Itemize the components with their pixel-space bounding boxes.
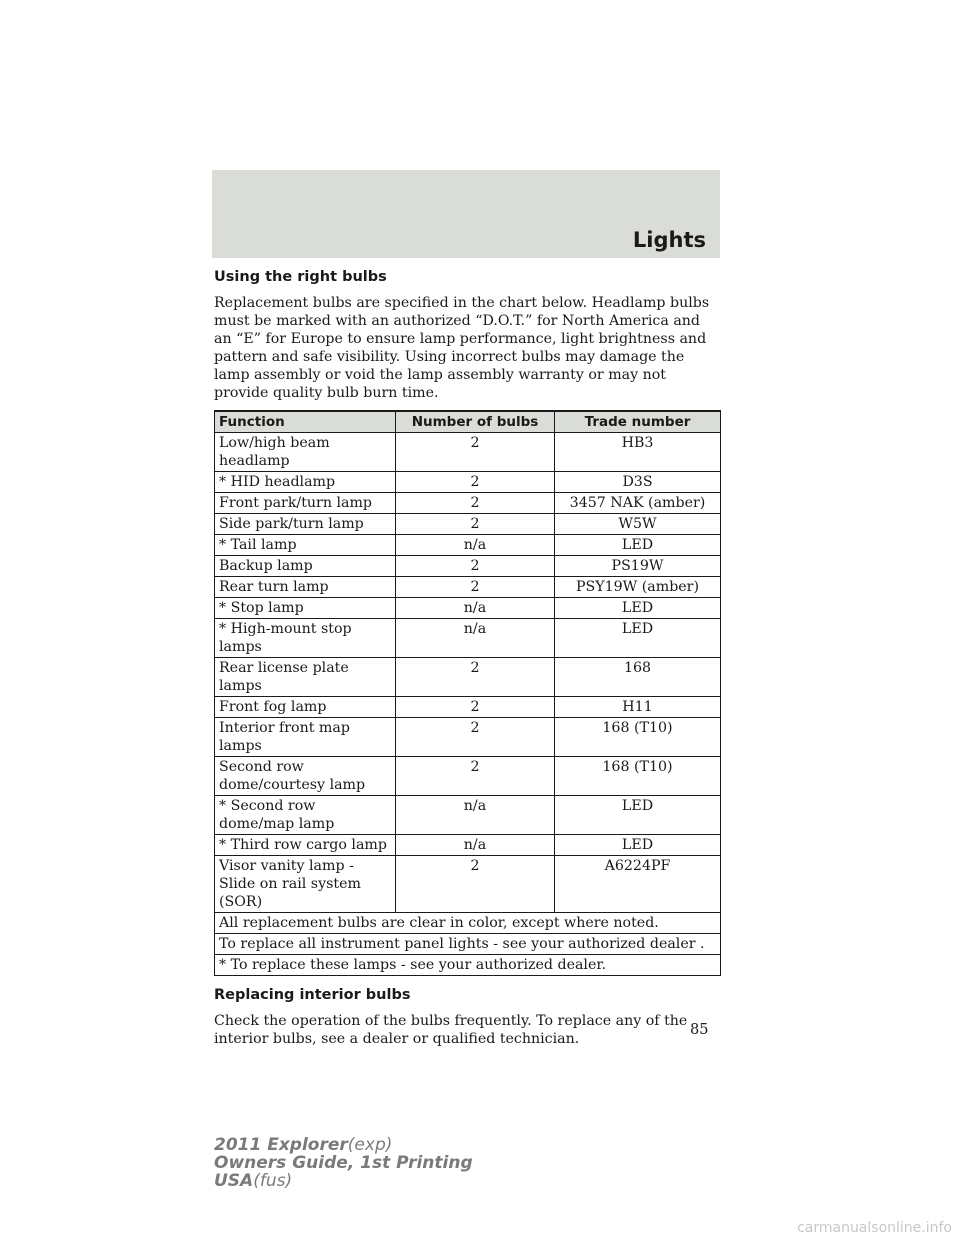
intro-paragraph: Replacement bulbs are specified in the chart below. Headlamp bulbs must be marked with an authorized “D.O.T.” for North America and an “E” for Europe to ensure lamp performance, light brightness and pattern and safe visibility. Using incorrect bulbs may damage the lamp assembly or void the lamp assembly warranty or may not provide quality bulb burn time. xyxy=(214,295,710,401)
table-row xyxy=(215,535,721,556)
table-row xyxy=(215,598,721,619)
trade-number-cell: LED xyxy=(555,619,721,658)
function-cell: Backup lamp xyxy=(215,556,396,577)
bulb-count-cell: 2 xyxy=(396,697,555,718)
table-row xyxy=(215,556,721,577)
table-row xyxy=(215,619,721,658)
table-row xyxy=(215,493,721,514)
bulb-count-cell: 2 xyxy=(396,493,555,514)
trade-number-cell: PSY19W (amber) xyxy=(555,577,721,598)
function-cell: Interior front map lamps xyxy=(215,718,396,757)
trade-number-cell: LED xyxy=(555,598,721,619)
trade-number-cell: 3457 NAK (amber) xyxy=(555,493,721,514)
interior-bulbs-paragraph: Check the operation of the bulbs frequently. To replace any of the interior bulbs, see a dealer or qualified technician. xyxy=(214,1013,688,1047)
bulb-count-cell: n/a xyxy=(396,796,555,835)
trade-number-cell: PS19W xyxy=(555,556,721,577)
function-cell: * Stop lamp xyxy=(215,598,396,619)
table-row xyxy=(215,697,721,718)
table-note-row xyxy=(215,913,721,934)
table-row xyxy=(215,718,721,757)
bulb-table xyxy=(214,410,721,976)
function-cell: * Third row cargo lamp xyxy=(215,835,396,856)
function-cell: * High-mount stop lamps xyxy=(215,619,396,658)
function-cell: Second row dome/courtesy lamp xyxy=(215,757,396,796)
bulb-count-cell: 2 xyxy=(396,658,555,697)
trade-number-cell: W5W xyxy=(555,514,721,535)
column-header: Trade number xyxy=(555,411,721,433)
function-cell: Front park/turn lamp xyxy=(215,493,396,514)
footer-model-code: (exp) xyxy=(347,1135,393,1155)
function-cell: Visor vanity lamp - Slide on rail system (SOR) xyxy=(215,856,396,913)
bulb-count-cell: 2 xyxy=(396,718,555,757)
trade-number-cell: D3S xyxy=(555,472,721,493)
footer-market-code: (fus) xyxy=(253,1171,293,1191)
bulb-count-cell: 2 xyxy=(396,577,555,598)
table-row xyxy=(215,658,721,697)
trade-number-cell: LED xyxy=(555,835,721,856)
function-cell: Low/high beam headlamp xyxy=(215,433,396,472)
column-header: Number of bulbs xyxy=(396,411,555,433)
function-cell: * Tail lamp xyxy=(215,535,396,556)
trade-number-cell: LED xyxy=(555,796,721,835)
heading-replacing-interior-bulbs: Replacing interior bulbs xyxy=(214,987,411,1003)
page-number: 85 xyxy=(690,1022,709,1038)
bulb-count-cell: 2 xyxy=(396,856,555,913)
function-cell: Front fog lamp xyxy=(215,697,396,718)
section-title: Lights xyxy=(632,228,706,252)
table-row xyxy=(215,856,721,913)
table-note-row xyxy=(215,934,721,955)
function-cell: Rear license plate lamps xyxy=(215,658,396,697)
trade-number-cell: H11 xyxy=(555,697,721,718)
table-row xyxy=(215,796,721,835)
bulb-count-cell: 2 xyxy=(396,472,555,493)
bulb-count-cell: 2 xyxy=(396,433,555,472)
footer-edition: Owners Guide, 1st Printing xyxy=(214,1153,473,1173)
function-cell: Rear turn lamp xyxy=(215,577,396,598)
table-row xyxy=(215,835,721,856)
function-cell: * HID headlamp xyxy=(215,472,396,493)
table-note: To replace all instrument panel lights - see your authorized dealer . xyxy=(215,934,721,955)
site-watermark: carmanualsonline.info xyxy=(797,1220,952,1236)
table-note: All replacement bulbs are clear in color, except where noted. xyxy=(215,913,721,934)
bulb-count-cell: 2 xyxy=(396,514,555,535)
section-header-band xyxy=(212,170,720,258)
table-note-row xyxy=(215,955,721,976)
trade-number-cell: HB3 xyxy=(555,433,721,472)
heading-using-right-bulbs: Using the right bulbs xyxy=(214,269,387,285)
table-header-row xyxy=(215,411,721,433)
column-header: Function xyxy=(215,411,396,433)
table-row xyxy=(215,433,721,472)
bulb-count-cell: 2 xyxy=(396,556,555,577)
bulb-count-cell: n/a xyxy=(396,535,555,556)
footer-model: 2011 Explorer xyxy=(214,1135,348,1155)
function-cell: * Second row dome/map lamp xyxy=(215,796,396,835)
function-cell: Side park/turn lamp xyxy=(215,514,396,535)
table-row xyxy=(215,514,721,535)
trade-number-cell: A6224PF xyxy=(555,856,721,913)
page-content xyxy=(214,268,720,1048)
table-note: * To replace these lamps - see your authorized dealer. xyxy=(215,955,721,976)
trade-number-cell: LED xyxy=(555,535,721,556)
table-row xyxy=(215,577,721,598)
bulb-count-cell: 2 xyxy=(396,757,555,796)
bulb-count-cell: n/a xyxy=(396,598,555,619)
table-row xyxy=(215,472,721,493)
trade-number-cell: 168 xyxy=(555,658,721,697)
bulb-count-cell: n/a xyxy=(396,619,555,658)
trade-number-cell: 168 (T10) xyxy=(555,757,721,796)
table-row xyxy=(215,757,721,796)
trade-number-cell: 168 (T10) xyxy=(555,718,721,757)
footer-market: USA xyxy=(214,1171,254,1191)
bulb-count-cell: n/a xyxy=(396,835,555,856)
print-footer xyxy=(214,1136,473,1190)
